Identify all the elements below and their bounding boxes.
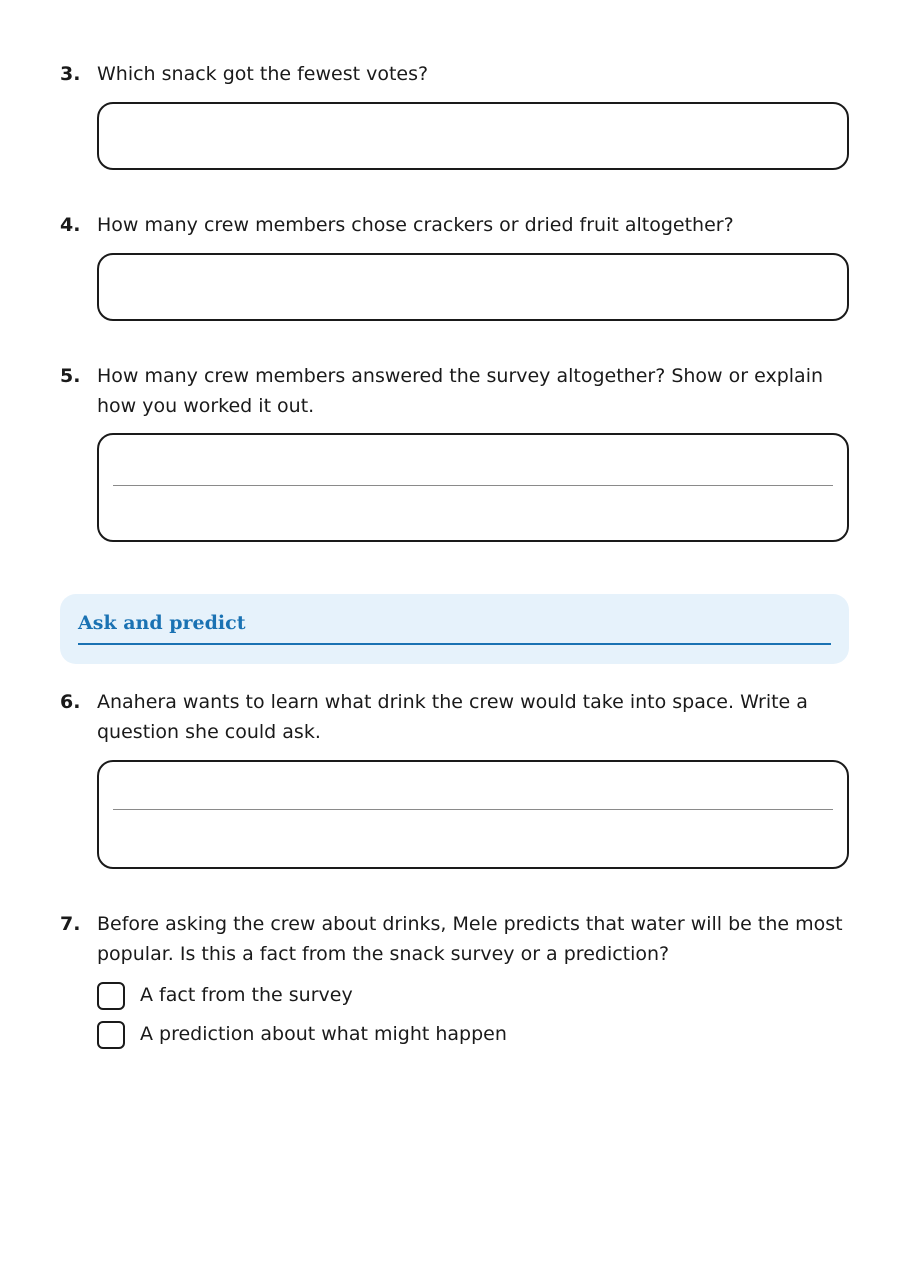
question-5-answer-box[interactable] bbox=[97, 433, 849, 542]
option-fact-checkbox[interactable] bbox=[97, 982, 125, 1010]
answer-writing-line bbox=[113, 809, 833, 810]
question-4-answer-box[interactable] bbox=[97, 253, 849, 321]
option-prediction-checkbox[interactable] bbox=[97, 1021, 125, 1049]
option-fact-label: A fact from the survey bbox=[140, 984, 353, 1006]
question-6-number: 6. bbox=[60, 691, 81, 713]
question-7-text: Before asking the crew about drinks, Mele predicts that water will be the most popular. Is this a fact from the snack survey or a prediction? bbox=[97, 913, 843, 965]
question-6-answer-box[interactable] bbox=[97, 760, 849, 869]
question-6-text: Anahera wants to learn what drink the crew would take into space. Write a question she could ask. bbox=[97, 691, 808, 743]
question-5-number: 5. bbox=[60, 365, 81, 387]
question-3-number: 3. bbox=[60, 63, 81, 85]
question-7-number: 7. bbox=[60, 913, 81, 935]
question-4-number: 4. bbox=[60, 214, 81, 236]
question-5-text: How many crew members answered the survey altogether? Show or explain how you worked it out. bbox=[97, 365, 824, 417]
section-underline bbox=[78, 643, 831, 645]
option-prediction-label: A prediction about what might happen bbox=[140, 1023, 507, 1045]
answer-writing-line bbox=[113, 485, 833, 486]
section-banner bbox=[60, 594, 849, 664]
question-3-text: Which snack got the fewest votes? bbox=[97, 63, 429, 85]
question-4-text: How many crew members chose crackers or dried fruit altogether? bbox=[97, 214, 734, 236]
section-title: Ask and predict bbox=[78, 612, 246, 634]
question-3-answer-box[interactable] bbox=[97, 102, 849, 170]
